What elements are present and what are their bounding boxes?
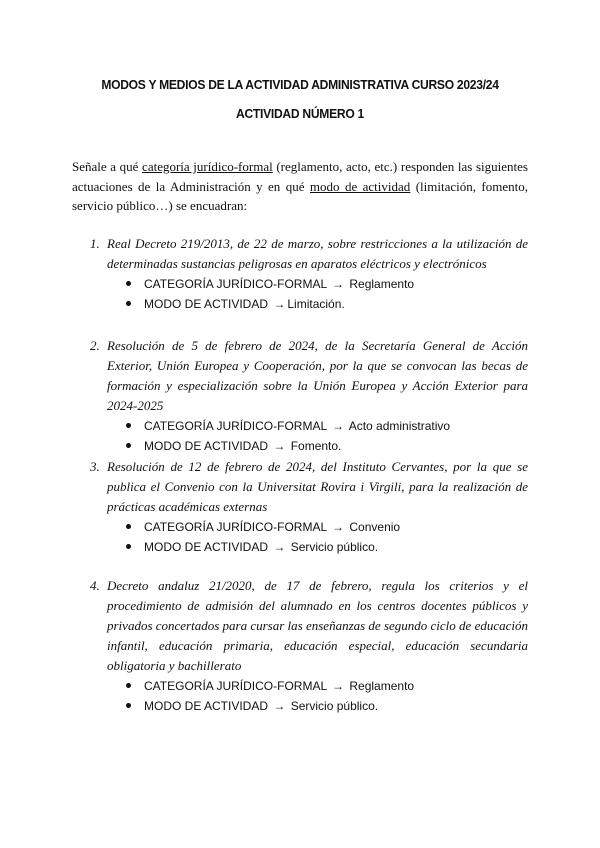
list-item-text: Resolución de 12 de febrero de 2024, del Instituto Cervantes, por la que se publica el Convenio con la Universitat Rovira i Virgili, para la realización de prácticas académicas externas [107,459,528,514]
intro-underlined-categoria: categoría jurídico-formal [142,159,273,174]
list-item-1 [72,234,528,314]
list-item-text: Real Decreto 219/2013, de 22 de marzo, sobre restricciones a la utilización de determinadas sustancias peligrosas en aparatos eléctricos y electrónicos [107,236,528,271]
document-subtitle: ACTIVIDAD NÚMERO 1 [236,106,364,121]
arrow-right-icon: → [273,540,286,554]
bullet-icon [126,544,131,549]
answer-list [72,676,528,716]
list-item-heading [72,576,528,676]
bullet-icon [126,683,131,688]
answer-categoria: CATEGORÍA JURÍDICO-FORMAL → Convenio [72,517,528,537]
list-item-text: Decreto andaluz 21/2020, de 17 de febrero, regula los criterios y el procedimiento de admisión del alumnado en los centros docentes públicos y privados concertados para cursar las enseñanzas de segundo ciclo de educación infantil, educación primaria, educación especial, educación secundaria obligatoria y bachillerato [107,578,528,673]
list-item-number: 4. [90,578,100,593]
answer-value: Reglamento [349,679,415,693]
answer-list [72,416,528,456]
list-item-heading [72,457,528,517]
bullet-icon [126,703,131,708]
list-item-2 [72,336,528,456]
answer-categoria: CATEGORÍA JURÍDICO-FORMAL → Reglamento [72,676,528,696]
arrow-right-icon: → [332,520,345,534]
answer-value: Servicio público. [290,699,379,713]
arrow-right-icon: → [332,679,345,693]
arrow-right-icon: → [332,277,345,291]
list-item-heading [72,336,528,416]
list-item-text: Resolución de 5 de febrero de 2024, de la Secretaría General de Acción Exterior, Unión Europea y Cooperación, por la que se convocan las becas de formación y especialización sobre la Unión Europea y Acción Exterior para 2024-2025 [107,338,528,413]
answer-modo: MODO DE ACTIVIDAD → Limitación. [72,294,528,314]
list-item-number: 1. [90,236,100,251]
list-item-number: 2. [90,338,100,353]
arrow-right-icon: → [332,419,345,433]
list-item-3 [72,457,528,557]
answer-modo: MODO DE ACTIVIDAD → Fomento. [72,436,528,456]
arrow-right-icon: → [273,699,286,713]
answer-list [72,517,528,557]
intro-paragraph [72,157,528,216]
list-item-4 [72,576,528,716]
document-title: MODOS Y MEDIOS DE LA ACTIVIDAD ADMINISTRATIVA CURSO 2023/24 [101,77,499,92]
bullet-icon [126,524,131,529]
arrow-right-icon: → [273,297,286,311]
intro-text-2: (reglamento, acto, etc.) responden las siguientes actuaciones de la Administración y en qué [72,159,528,194]
list-item-heading [72,234,528,274]
bullet-icon [126,423,131,428]
intro-underlined-modo: modo de actividad [309,178,411,194]
answer-value: Servicio público. [290,540,379,554]
list-item-number: 3. [90,459,100,474]
answer-list [72,274,528,314]
bullet-icon [126,301,131,306]
bullet-icon [126,281,131,286]
answer-modo: MODO DE ACTIVIDAD → Servicio público. [72,537,528,557]
bullet-icon [126,443,131,448]
answer-categoria: CATEGORÍA JURÍDICO-FORMAL → Acto administrativo [72,416,528,436]
answer-value: Limitación. [287,297,345,311]
intro-text-1: Señale a qué [72,159,143,174]
answer-value: Reglamento [349,277,415,291]
answer-categoria: CATEGORÍA JURÍDICO-FORMAL → Reglamento [72,274,528,294]
intro-text-3: (limitación, fomento, servicio público…) se encuadran: [72,178,528,213]
answer-value: Convenio [349,520,401,534]
answer-value: Fomento. [290,439,342,453]
answer-modo: MODO DE ACTIVIDAD → Servicio público. [72,696,528,716]
arrow-right-icon: → [273,439,286,453]
answer-value: Acto administrativo [348,419,451,433]
